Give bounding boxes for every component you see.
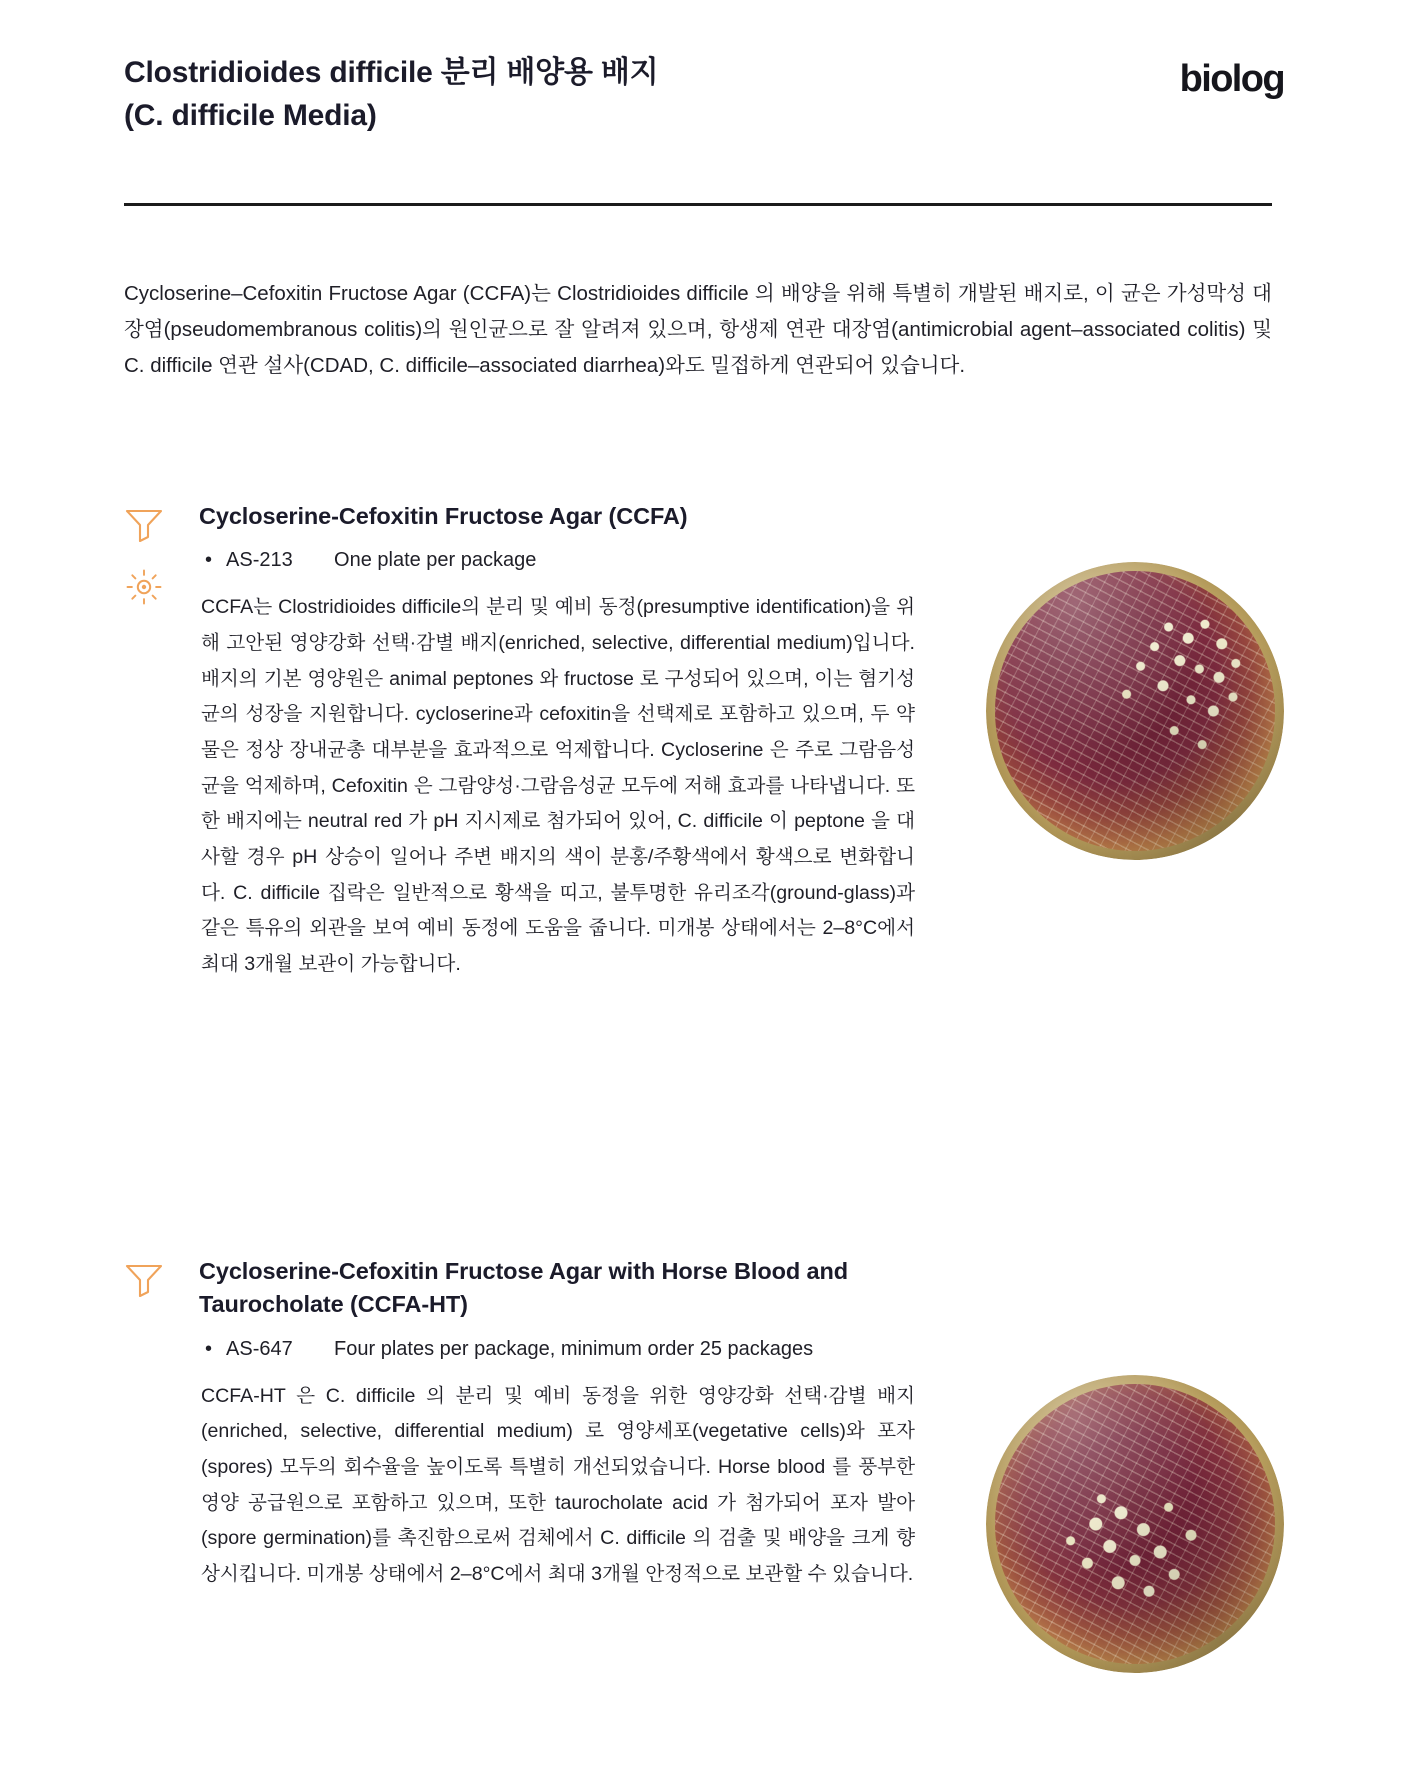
section-ccfa-ht-icons: [124, 1261, 194, 1302]
catalog-number: AS-213: [226, 549, 293, 572]
page-title: [124, 52, 658, 137]
section-ccfa-icons: [124, 506, 194, 610]
page-title-line-2: (C. difficile Media): [124, 98, 377, 132]
funnel-icon: [124, 506, 194, 547]
plate-gloss: [986, 562, 1284, 860]
plate-gloss: [986, 1375, 1284, 1673]
section-ccfa: [124, 500, 1284, 983]
section-ccfa-ht-description: CCFA-HT 은 C. difficile 의 분리 및 예비 동정을 위한 영양강화 선택·감별 배지(enriched, selective, differential medium) 로 영양세포(vegetative cells)와 포자(spores) 모두의 회수율을 높이도록 특별히 개선되었습니다. Horse blood 를 풍부한 영양 공급원으로 포함하고 있으며, 또한 taurocholate acid 가 첨가되어 포자 발아(spore germination)를 촉진함으로써 검체에서 C. difficile 의 검출 및 배양을 크게 향상시킵니다. 미개봉 상태에서 2–8°C에서 최대 3개월 안정적으로 보관할 수 있습니다.: [201, 1384, 915, 1585]
section-ccfa-ht-catalog-row: [199, 1338, 1284, 1361]
funnel-icon: [124, 1261, 194, 1302]
sunburst-microbe-icon: [126, 569, 194, 610]
intro-paragraph: Cycloserine–Cefoxitin Fructose Agar (CCFA)는 Clostridioides difficile 의 배양을 위해 특별히 개발된 배지로, 이 균은 가성막성 대장염(pseudomembranous colitis)의 원인균으로 잘 알려져 있으며, 항생제 연관 대장염(antimicrobial agent–associated colitis) 및 C. difficile 연관 설사(CDAD, C. difficile–associated diarrhea)와도 밀접하게 연관되어 있습니다.: [124, 281, 1272, 378]
section-ccfa-ht: [124, 1255, 1284, 1593]
section-ccfa-ht-title: Cycloserine-Cefoxitin Fructose Agar with Horse Blood and Taurocholate (CCFA-HT): [199, 1258, 849, 1318]
page-title-line-1: Clostridioides difficile 분리 배양용 배지: [124, 56, 659, 89]
bullet-icon: •: [205, 549, 213, 572]
section-ccfa-title: Cycloserine-Cefoxitin Fructose Agar (CCFA): [199, 503, 688, 529]
document-header: [124, 52, 1284, 137]
ccfa-plate-photo: [986, 562, 1284, 860]
packaging-info: One plate per package: [334, 549, 537, 572]
section-ccfa-body: [199, 500, 1284, 983]
header-divider: [124, 203, 1272, 206]
section-ccfa-description: CCFA는 Clostridioides difficile의 분리 및 예비 동정(presumptive identification)을 위해 고안된 영양강화 선택·감별 배지(enriched, selective, differential medium)입니다. 배지의 기본 영양원은 animal peptones 와 fructose 로 구성되어 있으며, 이는 혐기성 균의 성장을 지원합니다. cycloserine과 cefoxitin을 선택제로 포함하고 있으며, 두 약물은 정상 장내균총 대부분을 효과적으로 억제합니다. Cycloserine 은 주로 그람음성균을 억제하며, Cefoxitin 은 그람양성·그람음성균 모두에 저해 효과를 나타냅니다. 또한 배지에는 neutral red 가 pH 지시제로 첨가되어 있어, C. difficile 이 peptone 을 대사할 경우 pH 상승이 일어나 주변 배지의 색이 분홍/주황색에서 황색으로 변화합니다. C. difficile 집락은 일반적으로 황색을 띠고, 불투명한 유리조각(ground-glass)과 같은 특유의 외관을 보여 예비 동정에 도움을 줍니다. 미개봉 상태에서는 2–8°C에서 최대 3개월 보관이 가능합니다.: [201, 596, 915, 975]
section-ccfa-ht-body: [199, 1255, 1284, 1593]
ccfa-ht-plate-photo: [986, 1375, 1284, 1673]
brand-logo: biolog: [1179, 58, 1284, 100]
packaging-info: Four plates per package, minimum order 25 packages: [334, 1337, 814, 1360]
bullet-icon: •: [205, 1337, 213, 1360]
catalog-number: AS-647: [226, 1337, 293, 1360]
